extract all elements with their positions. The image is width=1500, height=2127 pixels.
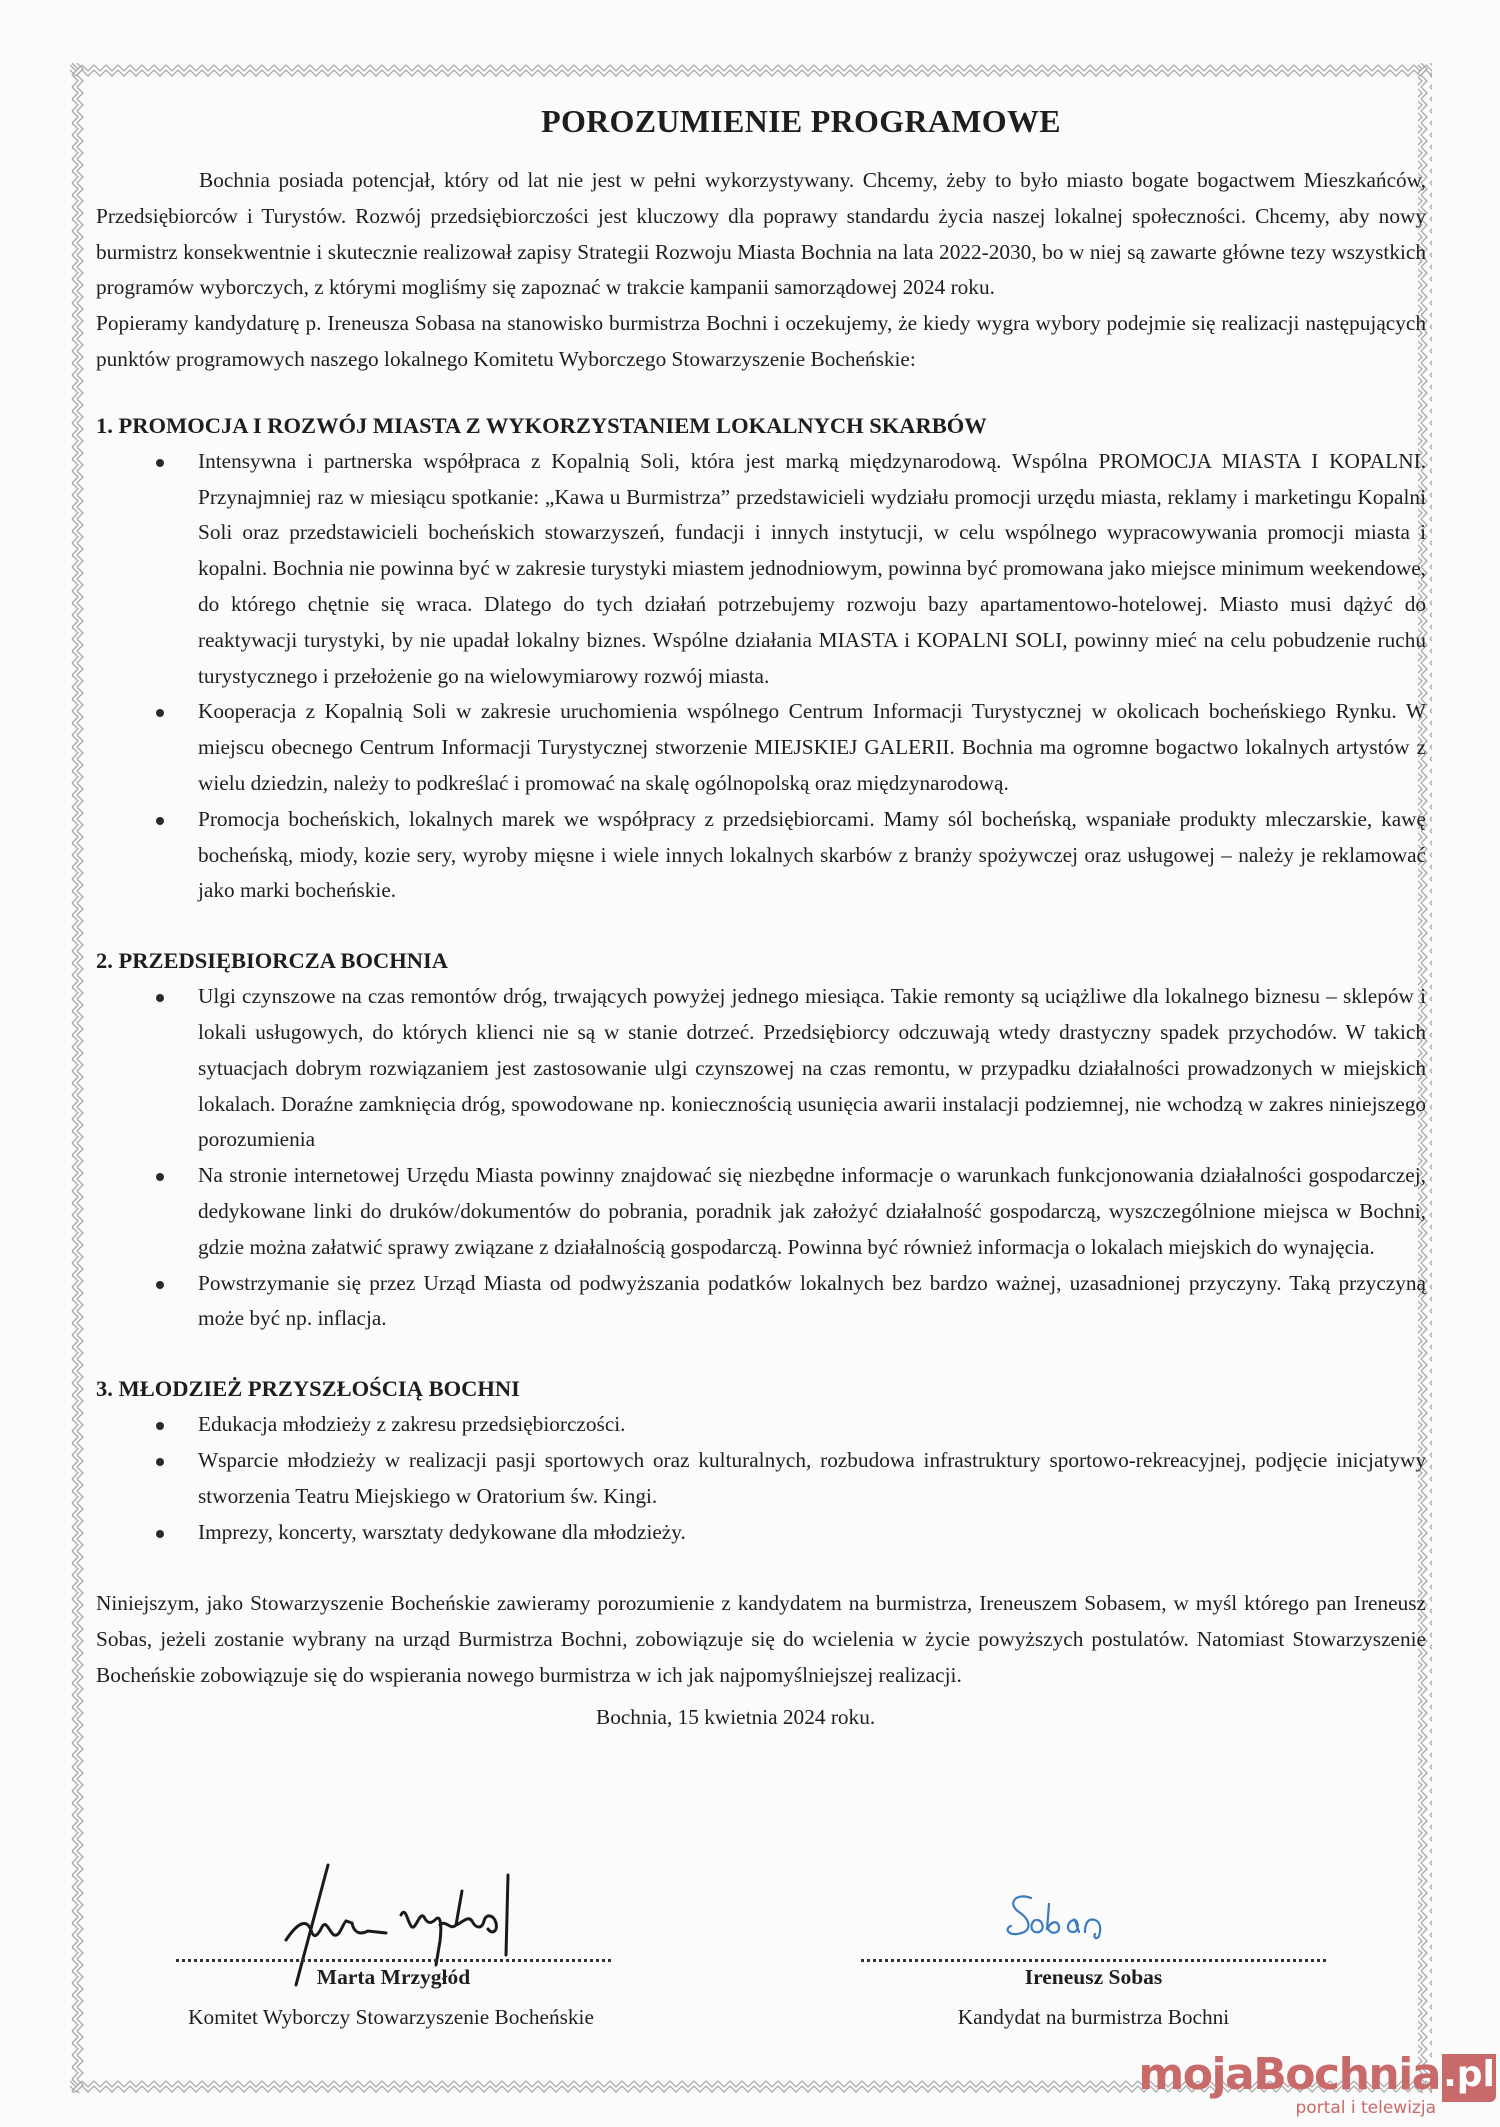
list-item — [96, 1443, 1426, 1515]
section-heading: 3. MŁODZIEŻ PRZYSZŁOŚCIĄ BOCHNI — [96, 1376, 520, 1402]
section-heading: 2. PRZEDSIĘBIORCZA BOCHNIA — [96, 948, 448, 974]
handwritten-signature-icon — [1001, 1890, 1141, 1950]
list-item — [96, 979, 1426, 1158]
watermark-logo — [1138, 2049, 1500, 2125]
bullet-icon — [156, 1458, 164, 1466]
list-item-text: Edukacja młodzieży z zakresu przedsiębiorczości. — [198, 1412, 626, 1437]
intro-paragraph: Bochnia posiada potencjał, który od lat nie jest w pełni wykorzystywany. Chcemy, żeby to było miasto bogate bogactwem Mieszkańców, Przedsiębiorców i Turystów. Rozwój przedsiębiorczości jest kluczowy dla poprawy standardu życia naszej lokalnej społeczności. Chcemy, aby nowy burmistrz konsekwentnie i skutecznie realizował zapisy Strategii Rozwoju Miasta Bochnia na lata 2022-2030, bo w niej są zawarte główne tezy wszystkich programów wyborczych, z którymi mogliśmy się zapoznać w trakcie kampanii samorządowej 2024 roku. — [96, 168, 1426, 300]
document-page — [96, 95, 1426, 1735]
section-heading: 1. PROMOCJA I ROZWÓJ MIASTA Z WYKORZYSTANIEM LOKALNYCH SKARBÓW — [96, 412, 987, 438]
section-list — [96, 979, 1426, 1337]
list-item — [96, 1266, 1426, 1338]
bullet-icon — [156, 1422, 164, 1430]
bullet-icon — [156, 1173, 164, 1181]
document-title: POROZUMIENIE PROGRAMOWE — [541, 103, 1061, 139]
list-item-text: Na stronie internetowej Urzędu Miasta powinny znajdować się niezbędne informacje o warunkach funkcjonowania działalności gospodarczej, dedykowane linki do druków/dokumentów do pobrania, poradnik jak założyć działalność gospodarczą, wyszczególnione miejsca w Bochni, gdzie można załatwić sprawy związane z działalnością gospodarczą. Powinna być również informacja o lokalach miejskich do wynajęcia. — [198, 1163, 1426, 1259]
list-item — [96, 694, 1426, 801]
list-item-text: Powstrzymanie się przez Urząd Miasta od podwyższania podatków lokalnych bez bardzo ważnej, uzasadnionej przyczyny. Taką przyczyną może być np. inflacja. — [198, 1270, 1426, 1331]
bullet-icon — [156, 709, 164, 717]
list-item — [96, 1407, 1426, 1443]
list-item — [96, 444, 1426, 695]
signer-name: Ireneusz Sobas — [1024, 1965, 1163, 1989]
section-list — [96, 1407, 1426, 1550]
bullet-icon — [156, 1281, 164, 1289]
list-item-text: Imprezy, koncerty, warsztaty dedykowane dla młodzieży. — [198, 1519, 686, 1544]
signer-role: Komitet Wyborczy Stowarzyszenie Bocheńskie — [188, 2005, 594, 2029]
intro-paragraph: Popieramy kandydaturę p. Ireneusza Sobasa na stanowisko burmistrza Bochni i oczekujemy, że kiedy wygra wybory podejmie się realizacji następujących punktów programowych naszego lokalnego Komitetu Wyborczego Stowarzyszenie Bocheńskie: — [96, 311, 1426, 371]
list-item-text: Wsparcie młodzieży w realizacji pasji sportowych oraz kulturalnych, rozbudowa infrastruktury sportowo-rekreacyjnej, podjęcie inicjatywy stworzenia Teatru Miejskiego w Oratorium św. Kingi. — [198, 1447, 1426, 1508]
bullet-icon — [156, 817, 164, 825]
closing-paragraph: Niniejszym, jako Stowarzyszenie Bocheńskie zawieramy porozumienie z kandydatem na burmistrza, Ireneuszem Sobasem, w myśl którego pan Ireneusz Sobas, jeżeli zostanie wybrany na urząd Burmistrza Bochni, zobowiązuje się do wcielenia w życie powyższych postulatów. Natomiast Stowarzyszenie Bocheńskie zobowiązuje się do wspierania nowego burmistrza w ich jak najpomyślniejszej realizacji. — [96, 1591, 1426, 1687]
bullet-icon — [156, 459, 164, 467]
bullet-icon — [156, 994, 164, 1002]
list-item-text: Intensywna i partnerska współpraca z Kopalnią Soli, która jest marką międzynarodową. Wspólna PROMOCJA MIASTA I KOPALNI. Przynajmniej raz w miesiącu spotkanie: „Kawa u Burmistrza” przedstawicieli wydziału promocji urzędu miasta, reklamy i marketingu Kopalni Soli oraz przedstawicieli bocheńskich stowarzyszeń, fundacji i innych instytucji, w celu wspólnego wypracowywania promocji miasta i kopalni. Bochnia nie powinna być w zakresie turystyki miastem jednodniowym, powinna być promowana jako miejsce minimum weekendowe, do którego chętnie się wraca. Dlatego do tych działań potrzebujemy rozwoju bazy apartamentowo-hotelowej. Miasto musi dążyć do reaktywacji turystyki, by nie upadał lokalny biznes. Wspólne działania MIASTA i KOPALNI SOLI, powinny mieć na celu pobudzenie ruchu turystycznego i przełożenie go na wielowymiarowy rozwój miasta. — [198, 448, 1426, 688]
list-item-text: Ulgi czynszowe na czas remontów dróg, trwających powyżej jednego miesiąca. Takie remonty są uciążliwe dla lokalnego biznesu – sklepów i lokali usługowych, do których klienci nie są w stanie dotrzeć. Przedsiębiorcy odczuwają wtedy drastyczny spadek przychodów. W takich sytuacjach dobrym rozwiązaniem jest zastosowanie ulgi czynszowej na czas remontu, w przypadku działalności prowadzonych w miejskich lokalach. Doraźne zamknięcia dróg, spowodowane np. koniecznością usunięcia awarii instalacji podziemnej, nie wchodzą w zakres niniejszego porozumienia — [198, 984, 1426, 1152]
list-item-text: Kooperacja z Kopalnią Soli w zakresie uruchomienia wspólnego Centrum Informacji Turystycznej w okolicach bocheńskiego Rynku. W miejscu obecnego Centrum Informacji Turystycznej stworzenie MIEJSKIEJ GALERII. Bochnia ma ogromne bogactwo lokalnych artystów z wielu dziedzin, należy to podkreślać i promować na skalę ogólnopolską oraz międzynarodową. — [198, 699, 1426, 795]
intro — [96, 163, 1426, 378]
signature-block — [96, 1845, 1426, 2045]
document-date: Bochnia, 15 kwietnia 2024 roku. — [596, 1704, 876, 1729]
signer-name: Marta Mrzygłód — [316, 1965, 471, 1989]
section-list — [96, 444, 1426, 909]
bullet-icon — [156, 1530, 164, 1538]
signer-role: Kandydat na burmistrza Bochni — [957, 2005, 1230, 2029]
signature-line — [861, 1955, 1326, 1962]
list-item — [96, 802, 1426, 909]
list-item — [96, 1158, 1426, 1265]
watermark-tagline: portal i telewizja — [1295, 2098, 1436, 2118]
list-item — [96, 1515, 1426, 1551]
watermark-brand: mojaBochnia — [1138, 2049, 1440, 2100]
signature-line — [176, 1955, 611, 1962]
list-item-text: Promocja bocheńskich, lokalnych marek we współpracy z przedsiębiorcami. Mamy sól bocheńską, wspaniałe produkty mleczarskie, kawę bocheńską, miody, kozie sery, wyroby mięsne i wiele innych lokalnych skarbów z branży spożywczej oraz usługowej – należy je reklamować jako marki bocheńskie. — [198, 806, 1426, 903]
watermark-tld: .pl — [1442, 2054, 1496, 2102]
